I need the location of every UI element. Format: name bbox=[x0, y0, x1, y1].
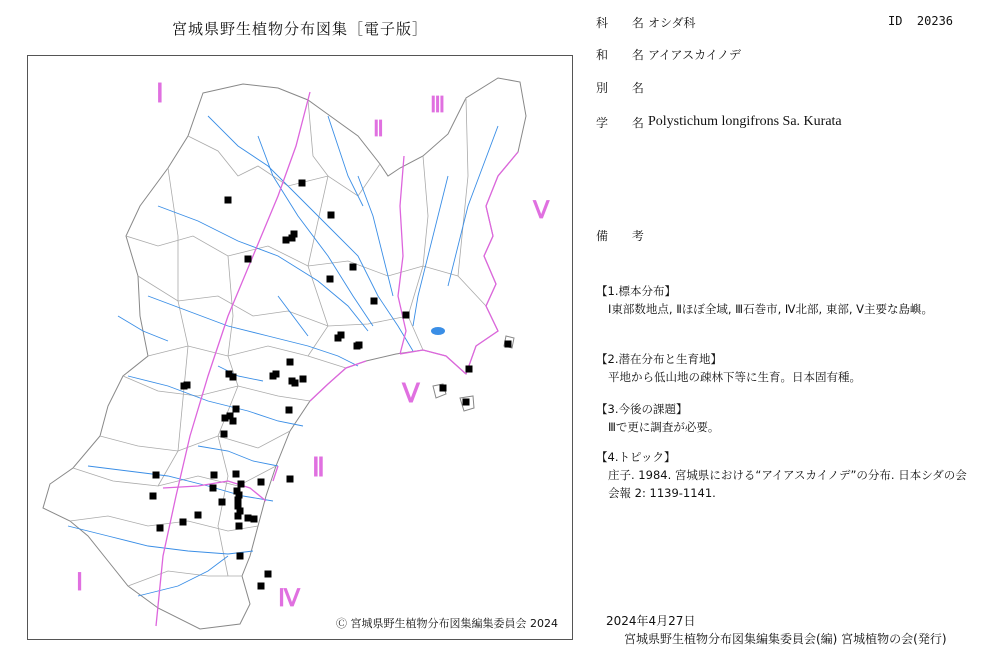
specimen-marker bbox=[300, 376, 307, 383]
specimen-marker bbox=[150, 493, 157, 500]
specimen-marker bbox=[328, 212, 335, 219]
specimen-marker bbox=[237, 508, 244, 515]
specimen-marker bbox=[211, 472, 218, 479]
id-label: ID bbox=[888, 14, 903, 28]
specimen-marker bbox=[225, 197, 232, 204]
specimen-marker bbox=[299, 180, 306, 187]
section-body: 庄子. 1984. 宮城県における“アイアスカイノデ”の分布. 日本シダの会会報 2: 1139-1141. bbox=[608, 468, 967, 500]
section-heading: 【3.今後の課題】 bbox=[596, 402, 688, 416]
specimen-marker bbox=[235, 497, 242, 504]
family-key: 科 名 bbox=[596, 16, 654, 30]
region-label: Ⅳ bbox=[278, 586, 301, 612]
map-title: 宮城県野生植物分布図集［電子版］ bbox=[171, 20, 428, 38]
specimen-marker bbox=[258, 479, 265, 486]
japanese-name-row bbox=[596, 46, 741, 63]
specimen-marker bbox=[463, 399, 470, 406]
section-heading: 【4.トピック】 bbox=[596, 450, 676, 464]
specimen-marker bbox=[181, 383, 188, 390]
specimen-marker bbox=[286, 407, 293, 414]
alias-row bbox=[596, 79, 654, 96]
specimen-marker bbox=[226, 371, 233, 378]
specimen-marker bbox=[180, 519, 187, 526]
section-future-issues bbox=[596, 400, 976, 436]
specimen-marker bbox=[287, 359, 294, 366]
specimen-marker bbox=[210, 485, 217, 492]
specimen-marker bbox=[371, 298, 378, 305]
specimen-marker bbox=[505, 341, 512, 348]
notes-row bbox=[596, 227, 654, 244]
section-body: Ⅰ東部数地点, Ⅱほぼ全域, Ⅲ石巻市, Ⅳ北部, 東部, Ⅴ主要な島嶼。 bbox=[608, 302, 934, 316]
specimen-marker bbox=[222, 415, 229, 422]
section-body: 平地から低山地の疎林下等に生育。日本固有種。 bbox=[608, 370, 861, 384]
specimen-marker bbox=[292, 380, 299, 387]
section-heading: 【2.潜在分布と生育地】 bbox=[596, 352, 722, 366]
publication-date: 2024年4月27日 bbox=[606, 614, 696, 628]
specimen-marker bbox=[440, 385, 447, 392]
scientific-value: Polystichum longifrons Sa. Kurata bbox=[648, 114, 842, 129]
publisher: 宮城県野生植物分布図集編集委員会(編) 宮城植物の会(発行) bbox=[624, 632, 947, 646]
section-potential-habitat bbox=[596, 350, 976, 386]
specimen-marker bbox=[233, 406, 240, 413]
specimen-marker bbox=[354, 343, 361, 350]
specimen-marker bbox=[335, 335, 342, 342]
specimen-marker bbox=[287, 476, 294, 483]
specimen-marker bbox=[157, 525, 164, 532]
specimen-marker bbox=[350, 264, 357, 271]
specimen-marker bbox=[219, 499, 226, 506]
specimen-marker bbox=[238, 481, 245, 488]
specimen-marker bbox=[195, 512, 202, 519]
region-label: Ⅱ bbox=[373, 116, 384, 141]
notes-key: 備 考 bbox=[596, 229, 654, 243]
specimen-marker bbox=[236, 523, 243, 530]
prefecture-outline bbox=[43, 78, 526, 629]
section-topic bbox=[596, 448, 976, 502]
region-label: Ⅴ bbox=[402, 379, 420, 408]
id-value: 20236 bbox=[916, 14, 954, 28]
lake bbox=[431, 327, 445, 335]
specimen-marker bbox=[270, 373, 277, 380]
specimen-marker bbox=[258, 583, 265, 590]
specimen-marker bbox=[245, 256, 252, 263]
section-specimen-distribution bbox=[596, 282, 976, 318]
specimen-marker bbox=[230, 418, 237, 425]
region-label: Ⅴ bbox=[533, 198, 550, 224]
specimen-marker bbox=[245, 515, 252, 522]
family-value: オシダ科 bbox=[648, 16, 696, 30]
record-id bbox=[888, 14, 953, 28]
specimen-marker bbox=[466, 366, 473, 373]
specimen-marker bbox=[291, 231, 298, 238]
scientific-key: 学 名 bbox=[596, 116, 654, 130]
alias-key: 別 名 bbox=[596, 81, 654, 95]
specimen-marker bbox=[251, 516, 258, 523]
specimen-marker bbox=[153, 472, 160, 479]
specimen-marker bbox=[234, 488, 241, 495]
region-label: Ⅲ bbox=[430, 92, 446, 117]
specimen-marker bbox=[265, 571, 272, 578]
distribution-map bbox=[27, 55, 573, 640]
section-heading: 【1.標本分布】 bbox=[596, 284, 676, 298]
map-canvas bbox=[28, 56, 572, 639]
specimen-marker bbox=[327, 276, 334, 283]
map-copyright: Ⓒ 宮城県野生植物分布図集編集委員会 2024 bbox=[336, 617, 558, 630]
specimen-marker bbox=[403, 312, 410, 319]
region-label: Ⅰ bbox=[156, 79, 164, 108]
specimen-marker bbox=[221, 431, 228, 438]
japanese-key: 和 名 bbox=[596, 48, 654, 62]
specimen-marker bbox=[237, 553, 244, 560]
section-body: Ⅲで更に調査が必要。 bbox=[608, 420, 720, 434]
scientific-name-row bbox=[596, 114, 842, 131]
region-label: Ⅱ bbox=[312, 453, 325, 482]
japanese-value: アイアスカイノデ bbox=[648, 48, 742, 62]
specimen-marker bbox=[233, 471, 240, 478]
family-row bbox=[596, 14, 696, 31]
region-label: Ⅰ bbox=[76, 570, 84, 596]
specimen-marker bbox=[283, 237, 290, 244]
